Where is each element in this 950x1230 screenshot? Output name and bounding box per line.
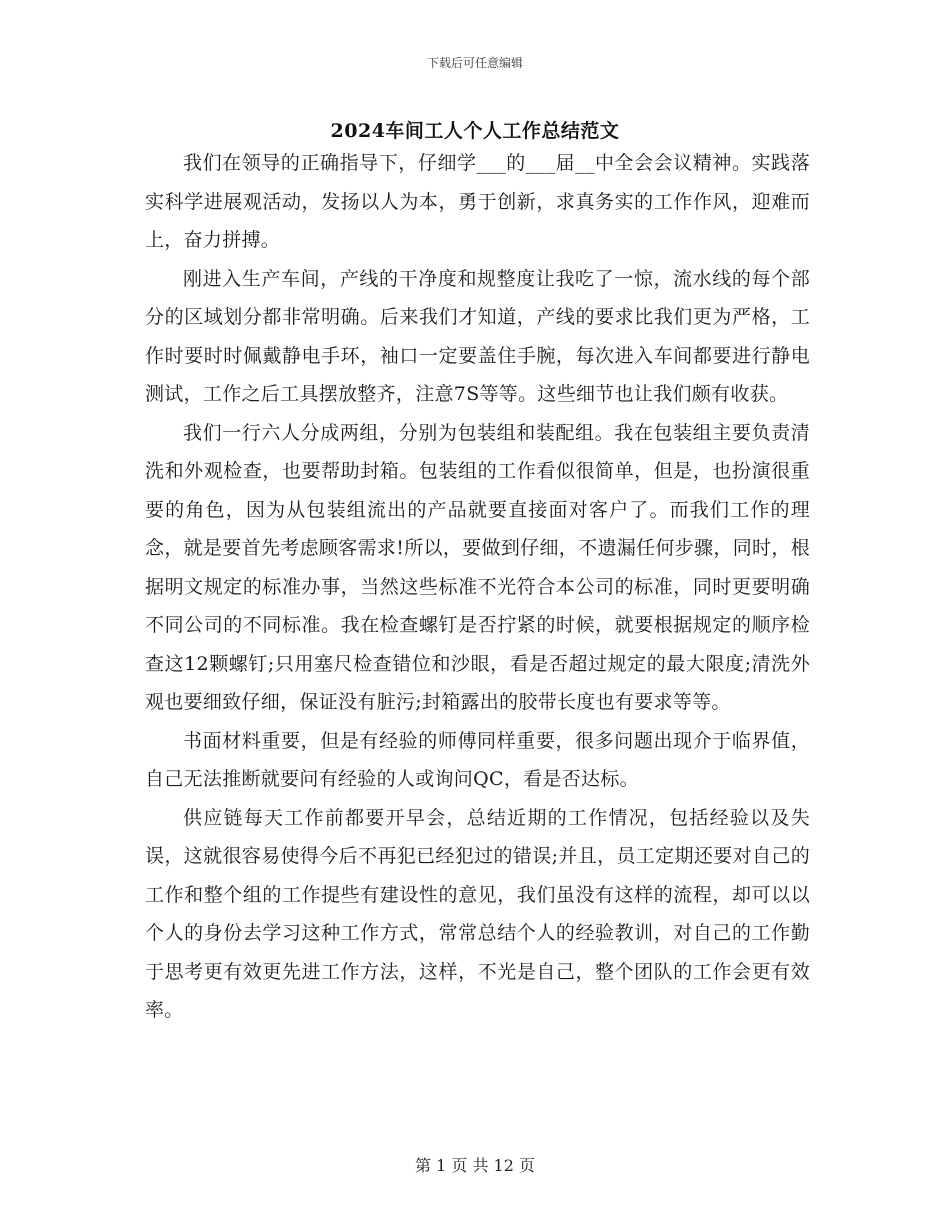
- paragraph-4: 书面材料重要，但是有经验的师傅同样重要，很多问题出现介于临界值，自己无法推断就要问有经验的人或询问QC，看是否达标。: [145, 729, 810, 790]
- paragraph-5: 供应链每天工作前都要开早会，总结近期的工作情况，包括经验以及失误，这就很容易使得今后不再犯已经犯过的错误;并且，员工定期还要对自己的工作和整个组的工作提些有建设性的意见，我们虽没有这样的流程，却可以以个人的身份去学习这种工作方式，常常总结个人的经验教训，对自己的工作勤于思考更有效更先进工作方法，这样，不光是自己，整个团队的工作会更有效率。: [145, 806, 810, 1021]
- paragraph-3: 我们一行六人分成两组，分别为包装组和装配组。我在包装组主要负责清洗和外观检查，也要帮助封箱。包装组的工作看似很简单，但是，也扮演很重要的角色，因为从包装组流出的产品就要直接面对客户了。而我们工作的理念，就是要首先考虑顾客需求!所以，要做到仔细，不遗漏任何步骤，同时，根据明文规定的标准办事，当然这些标准不光符合本公司的标准，同时更要明确不同公司的不同标准。我在检查螺钉是否拧紧的时候，就要根据规定的顺序检查这12颗螺钉;只用塞尺检查错位和沙眼，看是否超过规定的最大限度;清洗外观也要细致仔细，保证没有脏污;封箱露出的胶带长度也有要求等等。: [145, 421, 810, 713]
- page-number-footer: 第 1 页 共 12 页: [415, 1156, 535, 1175]
- document-title: 2024车间工人个人工作总结范文: [330, 120, 620, 142]
- paragraph-2: 刚进入生产车间，产线的干净度和规整度让我吃了一惊，流水线的每个部分的区域划分都非常明确。后来我们才知道，产线的要求比我们更为严格，工作时要时时佩戴静电手环，袖口一定要盖住手腕，每次进入车间都要进行静电测试，工作之后工具摆放整齐，注意7S等等。这些细节也让我们颇有收获。: [145, 267, 810, 405]
- page-header-note: 下载后可任意编辑: [426, 56, 523, 70]
- document-body: [145, 144, 810, 1030]
- paragraph-1: 我们在领导的正确指导下，仔细学___的___届__中全会会议精神。实践落实科学进展观活动，发扬以人为本，勇于创新，求真务实的工作作风，迎难而上，奋力拼搏。: [145, 152, 810, 251]
